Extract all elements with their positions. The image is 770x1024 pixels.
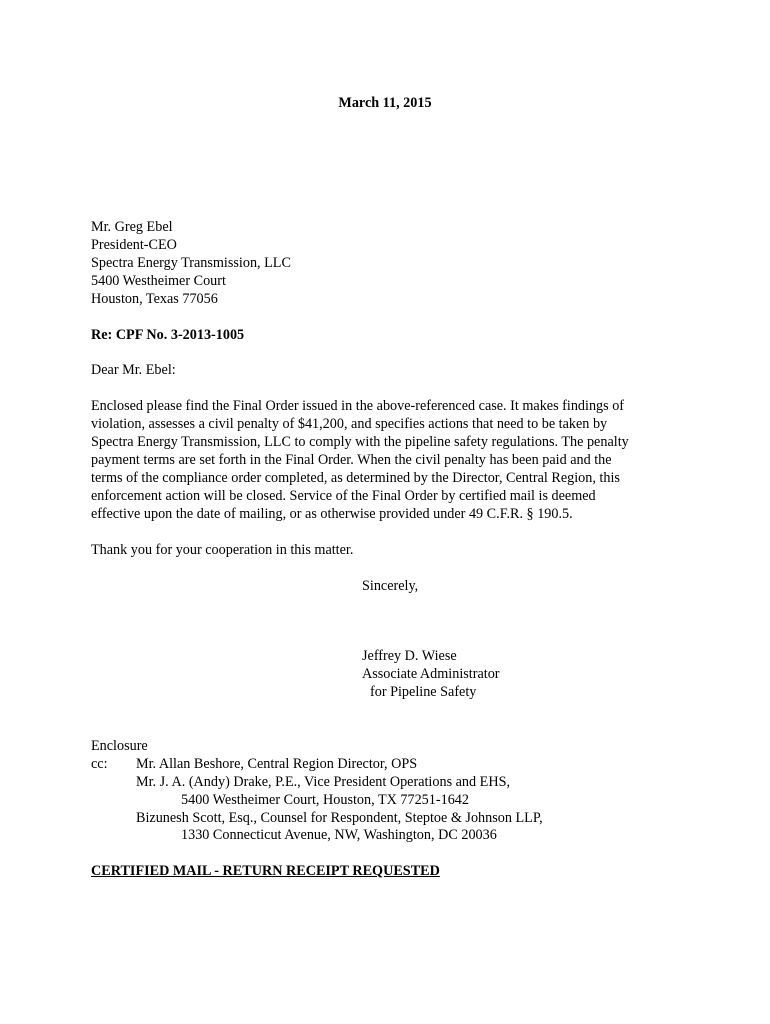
recipient-street: 5400 Westheimer Court [91, 273, 226, 289]
cc-line: Bizunesh Scott, Esq., Counsel for Respondent, Steptoe & Johnson LLP, [136, 810, 543, 826]
body-line: effective upon the date of mailing, or as otherwise provided under 49 C.F.R. § 190.5. [91, 506, 573, 522]
recipient-company: Spectra Energy Transmission, LLC [91, 255, 291, 271]
recipient-city: Houston, Texas 77056 [91, 291, 218, 307]
signer-title: Associate Administrator [362, 666, 500, 682]
body-line: Enclosed please find the Final Order issued in the above-referenced case. It makes findings of [91, 398, 625, 414]
recipient-title: President-CEO [91, 237, 177, 253]
cc-line: Mr. J. A. (Andy) Drake, P.E., Vice President Operations and EHS, [136, 774, 511, 790]
recipient-name: Mr. Greg Ebel [91, 219, 173, 235]
signature-block [362, 647, 500, 701]
body-line: payment terms are set forth in the Final Order. When the civil penalty has been paid and the [91, 452, 612, 468]
cc-label: cc: [91, 756, 108, 772]
recipient-address [91, 218, 291, 308]
letter-date: March 11, 2015 [338, 95, 432, 111]
body-paragraph [91, 397, 629, 523]
body-line: Spectra Energy Transmission, LLC to comply with the pipeline safety regulations. The penalty [91, 434, 629, 450]
body-line: terms of the compliance order completed, as determined by the Director, Central Region, this [91, 470, 620, 486]
signer-title-2: for Pipeline Safety [370, 684, 477, 700]
closing: Sincerely, [362, 578, 419, 594]
cc-line: 1330 Connecticut Avenue, NW, Washington, DC 20036 [181, 827, 497, 843]
salutation: Dear Mr. Ebel: [91, 362, 176, 378]
cc-line: Mr. Allan Beshore, Central Region Director, OPS [136, 756, 418, 772]
body-line: enforcement action will be closed. Service of the Final Order by certified mail is deemed [91, 488, 596, 504]
body-line: violation, assesses a civil penalty of $41,200, and specifies actions that need to be taken by [91, 416, 608, 432]
enclosure-label: Enclosure [91, 738, 148, 754]
certified-mail-notice: CERTIFIED MAIL - RETURN RECEIPT REQUESTED [91, 863, 440, 879]
reference-line: Re: CPF No. 3-2013-1005 [91, 327, 245, 343]
signer-name: Jeffrey D. Wiese [362, 648, 457, 664]
cc-line: 5400 Westheimer Court, Houston, TX 77251-1642 [181, 792, 469, 808]
thanks-line: Thank you for your cooperation in this matter. [91, 542, 354, 558]
